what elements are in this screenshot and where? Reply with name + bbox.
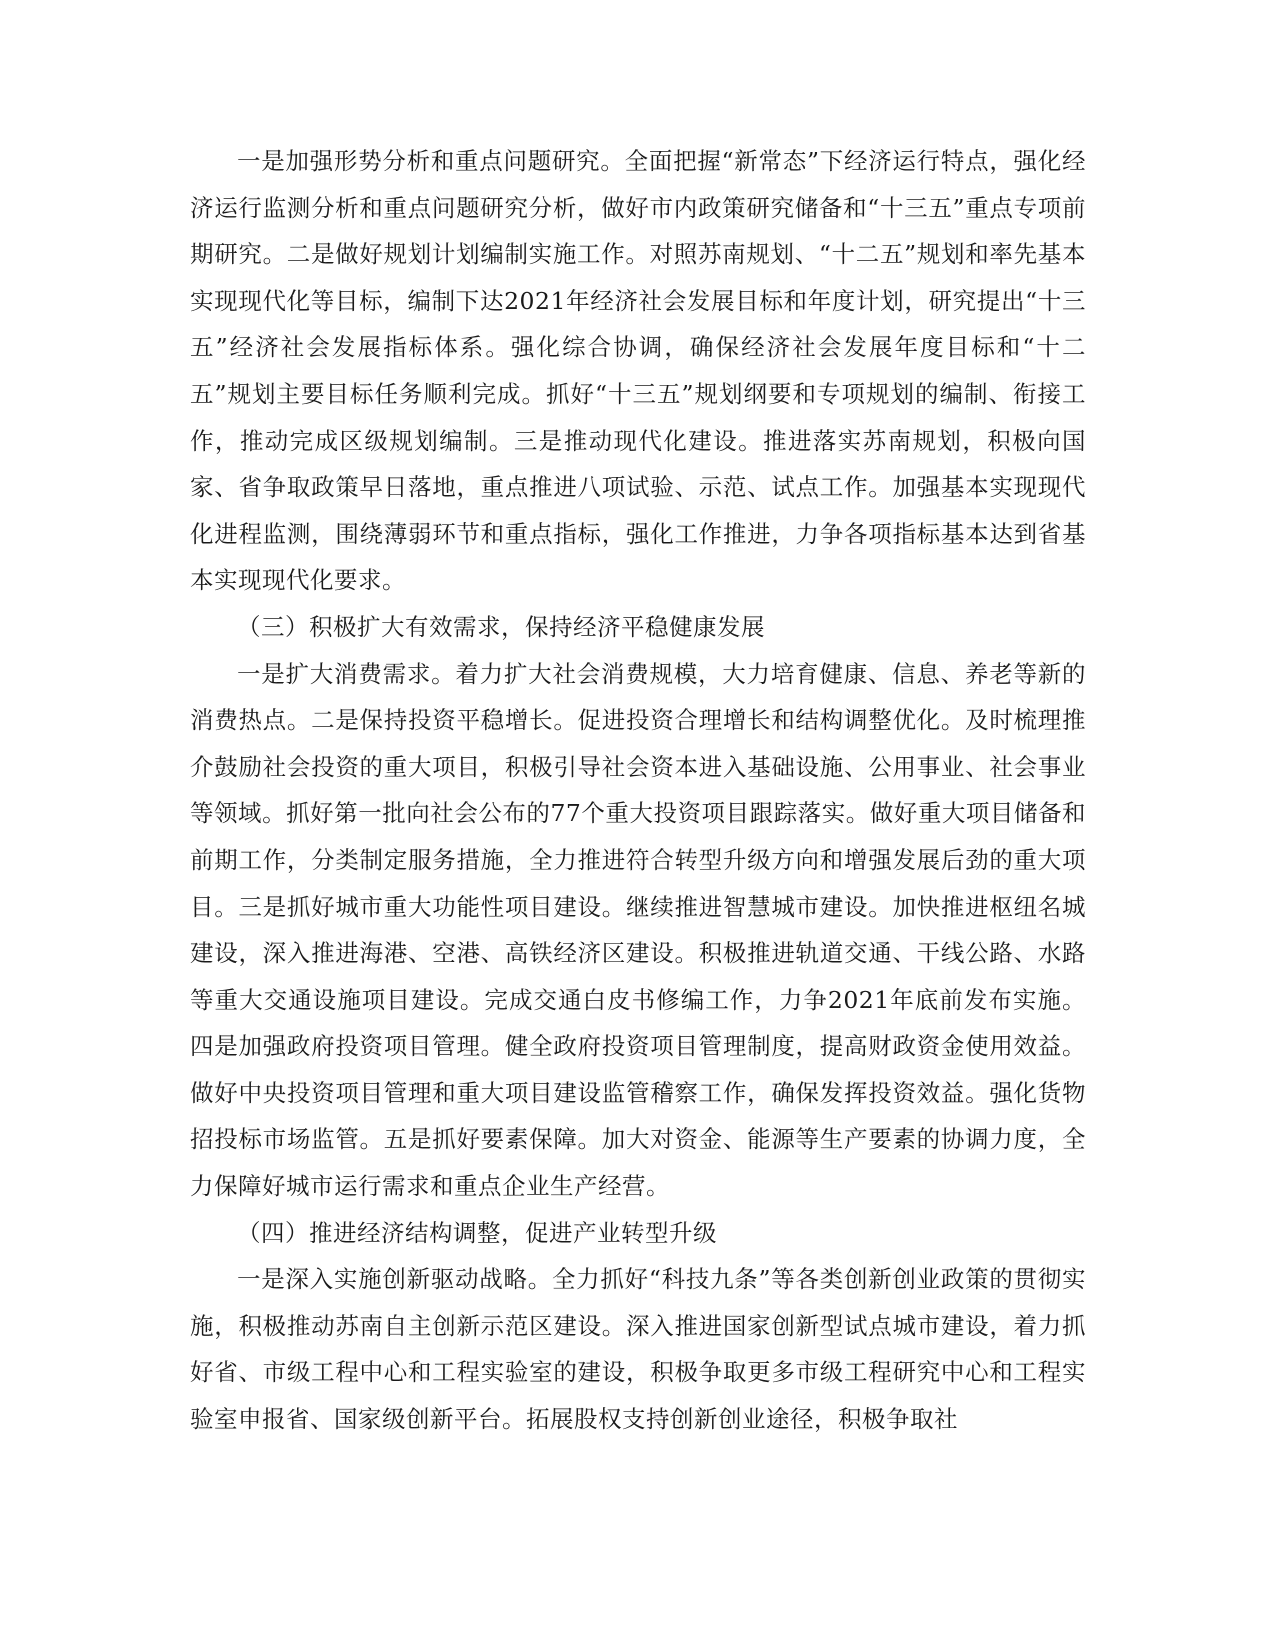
section-heading-4: （四）推进经济结构调整，促进产业转型升级	[237, 1218, 717, 1247]
paragraph-modernization-work: 一是加强形势分析和重点问题研究。全面把握“新常态”下经济运行特点，强化经济运行监测分析和重点问题研究分析，做好市内政策研究储备和“十三五”重点专项前期研究。二是做好规划计划编制实施工作。对照苏南规划、“十二五”规划和率先基本实现现代化等目标，编制下达2021年经济社会发展目标和年度计划，研究提出“十三五”经济社会发展指标体系。强化综合协调，确保经济社会发展年度目标和“十二五”规划主要目标任务顺利完成。抓好“十三五”规划纲要和专项规划的编制、衔接工作，推动完成区级规划编制。三是推动现代化建设。推进落实苏南规划，积极向国家、省争取政策早日落地，重点推进八项试验、示范、试点工作。加强基本实现现代化进程监测，围绕薄弱环节和重点指标，强化工作推进，力争各项指标基本达到省基本实现现代化要求。	[190, 147, 1086, 595]
paragraph-innovation-strategy: 一是深入实施创新驱动战略。全力抓好“科技九条”等各类创新创业政策的贯彻实施，积极推动苏南自主创新示范区建设。深入推进国家创新型试点城市建设，着力抓好省、市级工程中心和工程实验室的建设，积极争取更多市级工程研究中心和工程实验室申报省、国家级创新平台。拓展股权支持创新创业途径，积极争取社	[190, 1265, 1086, 1434]
section-heading-3: （三）积极扩大有效需求，保持经济平稳健康发展	[237, 612, 765, 641]
paragraph-demand-investment: 一是扩大消费需求。着力扩大社会消费规模，大力培育健康、信息、养老等新的消费热点。二是保持投资平稳增长。促进投资合理增长和结构调整优化。及时梳理推介鼓励社会投资的重大项目，积极引导社会资本进入基础设施、公用事业、社会事业等领域。抓好第一批向社会公布的77个重大投资项目跟踪落实。做好重大项目储备和前期工作，分类制定服务措施，全力推进符合转型升级方向和增强发展后劲的重大项目。三是抓好城市重大功能性项目建设。继续推进智慧城市建设。加快推进枢纽名城建设，深入推进海港、空港、高铁经济区建设。积极推进轨道交通、干线公路、水路等重大交通设施项目建设。完成交通白皮书修编工作，力争2021年底前发布实施。四是加强政府投资项目管理。健全政府投资项目管理制度，提高财政资金使用效益。做好中央投资项目管理和重大项目建设监管稽察工作，确保发挥投资效益。强化货物招投标市场监管。五是抓好要素保障。加大对资金、能源等生产要素的协调力度，全力保障好城市运行需求和重点企业生产经营。	[190, 659, 1086, 1201]
document-page	[190, 138, 1086, 1443]
